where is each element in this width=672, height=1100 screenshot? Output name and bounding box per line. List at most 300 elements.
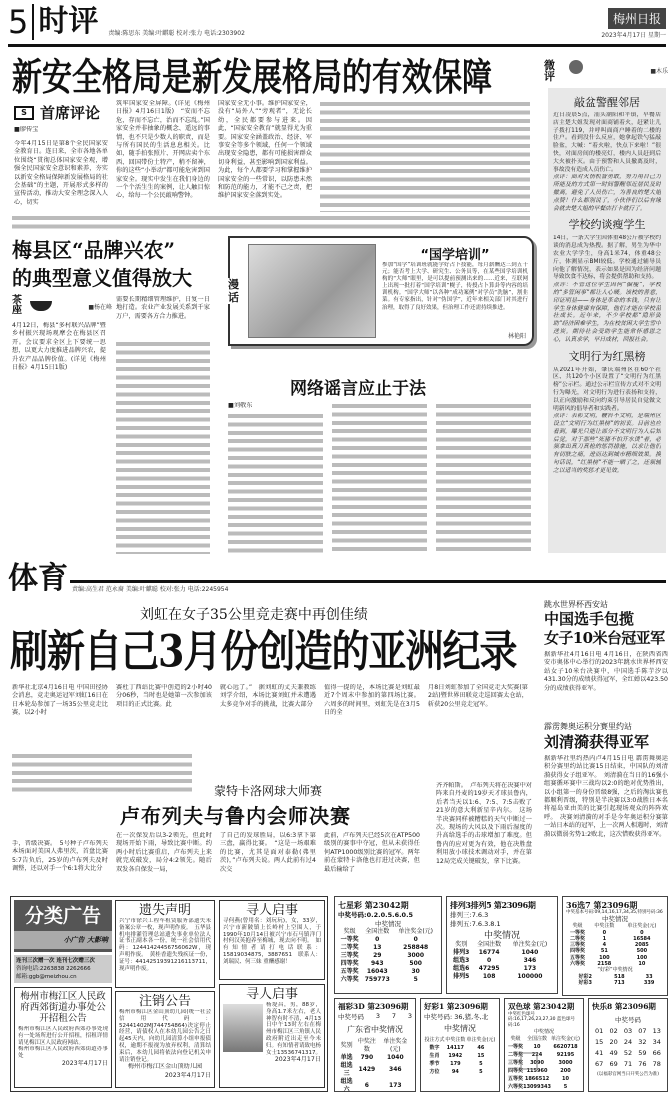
table-cell: 179 — [450, 1061, 461, 1067]
tennis-col: 在一次保发后以3-2领先，但此时现场开始下雨，导致比赛中断。约两小时后比赛重启，卢布列夫上来就完成破发，局分4:2领先。随后双发各自保发一局， — [116, 832, 212, 873]
lottery-title: 好彩1 第23096期 — [424, 1002, 488, 1011]
kl8-number: 59 — [638, 1049, 647, 1057]
ad-missing-person-2 — [219, 984, 325, 1088]
breaking-body: 据新华社里约热内卢4月15日电 霹雳舞奥运积分赛里约站比赛15日结束，中国队的刘清漪获得女子组亚军。 刘清漪在当日的16强小组赛循环赛中三战均以2:0的绝对优势胜出，以小组第一的身份晋级8强，之后的淘汰赛也都顺利晋级，特别是半决赛以3:0战胜日本名将福岛亚由美的比赛引起现场观众的阵阵欢呼。 决赛刘清漪的对手是今年奥运积分赛第一站日本站的冠军，上一次两人相遇时，刘清漪以微弱劣势1:2败北，这次惜败获得亚军。 — [544, 755, 668, 838]
table-header — [450, 941, 554, 949]
weiping-body: 从2021年开始，肇庆端州区在60个社区、共120个小区设置了“文明行为红黑榜”公示栏。通过公示栏宣传方式对不文明行为曝光，对文明行为进行表扬和支持，以正向激励和反向约束引导居民自觉做文明新风的倡导者和实践者。 — [553, 366, 661, 412]
table-cell: 1866512 — [524, 1076, 550, 1083]
breaking-kicker: 霹雳舞奥运积分赛里约站 — [544, 722, 632, 731]
table-row — [424, 1044, 496, 1052]
header-cell: 奖别 — [340, 1042, 353, 1049]
kl8-number: 01 — [595, 1027, 604, 1035]
ad-title: 遗失声明 — [138, 903, 191, 918]
tennis-col: 手，晋级决赛。 5号种子卢布列夫本场面对美国人弗里茨，首盘比赛5:7告负后，25岁的卢布列夫及时调整，还以对手一个6:1将大比分 — [12, 840, 108, 873]
table-cell: 5 — [563, 1084, 568, 1091]
table-cell: 0 — [602, 929, 607, 936]
lottery-numbers: 排列三:7.6.3 — [450, 911, 489, 919]
header-cell: 单注奖金(元) — [551, 1036, 580, 1043]
weiping-body: 近日凌晨5点，汕头潮阳和平镇，早餐店店主楚大姐发现对面商铺着火，赶紧让儿子拨打119，并呼叫面商户睡着的二楼的住户。看到没什么反应，她拿起铁勺猛敲脸盆，大喊：“着火啦，快点下来啦！”很快，对面房间的楼亮灯，楼内人员赶到后大火被扑灭。由于预警和人员撤离及时，事故没有造成人员伤亡。 — [553, 112, 661, 173]
table-cell: 四等奖 — [508, 1068, 524, 1075]
table-cell: 5 — [479, 1061, 483, 1067]
table-cell: 排列5 — [453, 973, 470, 980]
header-cell: 单注奖金(元) — [512, 941, 548, 948]
meixian-col-1: 4月12日，梅县“多村联兴品牌”暨乡村振兴现场观摩会在梅县区召开。会议要求全区上下要统一思想，以更大力度推进品牌兴农，提升农产品品牌价值。(详见《梅州日报》4月15日1版) — [12, 322, 106, 372]
header-cell: 中奖注数 — [594, 923, 615, 930]
issue-date: 2023年4月17日 星期一 — [601, 32, 666, 39]
ad-lost-notice — [115, 900, 215, 988]
lottery-numbers: 中奖基本号码:09,14,16,17,34,35,特别号码:36 — [566, 910, 663, 915]
lead-col-2: 筑牢国家安全屏障。(详见《梅州日报》4月16日1版) “安而不忘危，存而不忘亡，治而不忘乱。”国家安全并非抽象的概念、遥远的事情，也不只是少数人的职责，而是与所有国民的生活息息相关。比如，随手拍张照片、开网店卖个东西、回国带份土特产，稍不留神，你的这些“小举动”都可能危害到国家安全。现实中发生在我们身边的一个个活生生的案例，让人触目惊心，给每一个公民敲响警钟。 — [116, 100, 210, 200]
lead-author: ■廖传宝 — [14, 126, 39, 133]
header-cell: 奖级 — [572, 923, 583, 930]
table-cell: 346 — [389, 1066, 402, 1073]
table-cell: 16043 — [366, 968, 388, 975]
kl8-number: 03 — [623, 1027, 633, 1035]
credits: 责编:陈思东 美编:叶麒聪 校对:张力 电话:2303902 — [108, 30, 245, 37]
table-cell: 10 — [562, 1076, 569, 1083]
kl8-number: 78 — [652, 1060, 661, 1068]
prize-table — [338, 928, 438, 984]
table-row — [508, 1059, 580, 1067]
rumor-col — [436, 402, 531, 554]
table-cell: 三等奖 — [508, 1060, 524, 1067]
digit: 7 — [391, 1012, 396, 1020]
table-cell: 四等奖 — [340, 960, 359, 967]
table-cell: 六等奖 — [508, 1084, 524, 1091]
lottery-pl — [446, 896, 558, 994]
table-cell: 108 — [482, 973, 496, 980]
lottery-title: 36选7 第23096期 — [566, 900, 638, 910]
header-cell: 单注奖金(元) — [466, 1037, 496, 1043]
table-row — [338, 1054, 412, 1062]
table-cell: 346 — [523, 957, 537, 964]
banner-title: 分类广告 — [24, 905, 101, 927]
table-cell: 0 — [487, 957, 492, 964]
table-cell: 33 — [645, 973, 653, 980]
sports-headline: 刷新自己3月份创造的亚洲纪录 — [10, 625, 517, 677]
ad-body: 寻何燕(曾用名：刘玩玩)，女，33岁，兴宁市新陂镇上长岭村上空围人，于1990年10月14日被兴宁市石马镇洋门村何汉英抱养至梅城，现去向不明。 如有知情者请打电话联系：15819034875，3887651 联系人：刘瑞民、何三妹 重酬感谢！ — [223, 918, 321, 965]
column-name: 茶座 — [12, 295, 22, 316]
phone: 咨询电话:2263838 2262666 — [16, 966, 91, 972]
header-cell: 全国注数 — [365, 928, 390, 935]
table-cell: 好彩3 — [578, 979, 592, 986]
table-row — [338, 944, 438, 952]
credits: 责编:高生君 范永裔 美编:叶麒聪 校对:张力 电话:2245954 — [72, 586, 229, 593]
lottery-numbers: 中奖号码:0.2.0.5.6.0.5 — [338, 911, 414, 919]
table-cell: 3000 — [407, 952, 425, 959]
header-cell: 奖级 — [343, 928, 356, 935]
watermark — [520, 1050, 538, 1070]
rumor-col — [228, 412, 323, 554]
table-cell: 1942 — [448, 1053, 463, 1059]
table-cell: 51 — [600, 948, 608, 955]
meixian-headline-line: 梅县区“品牌兴农” — [12, 238, 176, 262]
ad-rental-notice — [14, 987, 112, 1088]
lottery-qxc — [334, 896, 442, 994]
tennis-kicker: 蒙特卡洛网球大师赛 — [214, 784, 323, 798]
meixian-headline — [12, 236, 192, 292]
table-row — [508, 1051, 580, 1059]
classified-section — [10, 896, 328, 1092]
table-cell: 16774 — [478, 949, 500, 956]
header-cell: 单注奖金(元) — [627, 923, 657, 930]
table-cell: 五等奖 — [340, 968, 359, 975]
lottery-numbers: 排列五:7.6.3.8.1 — [450, 920, 501, 928]
newspaper-logo — [608, 8, 666, 29]
table-cell: 生肖 — [429, 1053, 440, 1059]
diving-kicker: 跳水世界杯西安站 — [544, 600, 608, 609]
table-cell: 五等奖 — [569, 954, 585, 961]
lottery-sub: “好彩”中奖情况 — [597, 967, 633, 974]
kl8-number: 66 — [652, 1049, 661, 1057]
breaking-story — [544, 722, 668, 889]
table-cell: 15 — [477, 1053, 485, 1059]
table-cell: 92195 — [556, 1052, 575, 1059]
ad-date: 2023年4月17日 — [164, 1071, 211, 1079]
prize-table — [424, 1036, 496, 1076]
teacup-icon — [30, 301, 52, 311]
table-row — [566, 980, 664, 986]
table-cell: 0 — [375, 936, 380, 943]
lottery-hc1 — [420, 998, 500, 1092]
cartoon-box — [228, 236, 534, 346]
lottery-sub: 中奖情况 — [483, 931, 520, 941]
table-cell: 一等奖 — [340, 936, 359, 943]
kl8-number: 13 — [652, 1027, 661, 1035]
table-cell: 258848 — [403, 944, 429, 951]
kl8-number: 49 — [609, 1049, 618, 1057]
table-cell: 方位 — [429, 1069, 440, 1075]
classified-banner — [14, 900, 112, 952]
watermark-logo-icon — [520, 1052, 538, 1070]
sports-col: 月8日刘虹参加了全国竞走大奖赛(第2站)暨世界田联竞走巡回赛太仓站，斩获20公里竞走冠军。 — [428, 684, 528, 708]
weiping-header — [544, 60, 668, 84]
sports-col: 新华社北京4月16日电 中国田径协会消息，竞走奥运冠军刘虹16日在日本轮岛参加了一场35公里竞走比赛，以2小时 — [12, 684, 108, 717]
weiping-comment: 点评：不管这位学生因何“偏瘦”，学校的“多管闲事”都让人心暖。该校的善意，印证明显——身体是革命的本钱，只有让学生身体健康有保障，他们才能在学校茁壮成长。近年来，不少学校都“隐形资助”经济困难学生，为在校贫困大学生雪中送炭。期待社会受助学生能常怀感恩之心，认真求学，早日成材，回报社会。 — [553, 282, 661, 343]
lottery-note: (以福彩官网当日开奖公告为准) — [596, 1072, 659, 1077]
lottery-sub: 中奖情况 — [533, 1029, 554, 1036]
table-cell: 13099343 — [523, 1084, 551, 1091]
sports-lead-continuation — [12, 752, 192, 792]
table-cell: 4 — [602, 942, 607, 949]
table-cell: 单选 — [340, 1054, 353, 1061]
header-rule — [70, 580, 666, 583]
ad-body: 梅州市梅江区金山顶幼儿园(统一社会信用代码：52441402MJ744754864)决定停止经营，请债权人在本幼儿园公告之日起45天内，向幼儿园清算小组申报债权，逾期不报视为放弃权利，清算结束后，本幼儿园将依法向登记机关申请注销登记。 — [119, 1009, 211, 1063]
table-row — [338, 1062, 412, 1078]
meixian-headline-line: 的典型意义值得放大 — [12, 266, 192, 290]
ad-sign: 梅州市梅江区人民政府西郊街道办事处 — [18, 1046, 108, 1060]
table-cell: 0 — [640, 929, 644, 936]
table-row — [424, 1052, 496, 1060]
section-title: 体育 — [8, 561, 68, 596]
table-row — [450, 949, 554, 957]
table-cell: 713 — [614, 979, 625, 986]
cartoon-body: 参加“国学”培训班就能学好占卜技能，每月薪酬达三到五千元；能否考上大学、研究生、公务员等，在某些国学培训机构的“大师”眼里，是可以提前预测出来的……近来，互联网上出现一批打着“国学培训”幌子，传授占卜算卦等内容的培训机构。“国学大师”以各种“成功案例”对学员“洗脑”，割韭菜。有专家指出，针对“伪国学”，近年来相关部门对其进行治理，取得了良好效果，但治理工作还需持续推进。 — [382, 262, 528, 311]
table-cell: 224 — [531, 1052, 543, 1059]
kl8-number: 41 — [595, 1049, 604, 1057]
lead-col-3: 国家安全无小事。维护国家安全，没有“局外人”“旁观者”，无论长幼，全民都要参与进来。因此，“国家安全教育”就显得尤为重要。国家安全涵盖政治、经济、军事安全等多个领域，任何一个领域出现安全隐患，都有可能损害群众切身利益，甚至影响到国家利益。为此，每个人都要学习和掌握维护国家安全的一些常识，以防患未然和防范的能力，才能不己之责，把维护国家安全落到实处。 — [218, 100, 312, 200]
header-cell: 中奖注数 — [445, 1037, 466, 1043]
weiping-item — [553, 216, 661, 344]
table-cell: 100 — [636, 954, 648, 961]
lottery-numbers: 中奖号码: 36,猪,冬,北 — [424, 1013, 489, 1021]
table-cell: 四等奖 — [569, 948, 585, 955]
prize-table — [566, 974, 664, 987]
tennis-col: 齐齐帕斯。 卢布列夫将在决赛中对阵来自丹麦的19岁天才球员鲁内，后者当天以1:6、7:5、7:5击败了21岁的意大利新星辛内尔。 这场半决赛同样被糟糕的天气中断过一次。现场的大风以及下雨后湿度的升高给选手的击球增加了难度。但鲁内的应对更为有效，他在决胜盘利用放小球技术调动对手，并在第12局完成关键破发，拿下比赛。 — [436, 782, 532, 865]
ad-missing-person-1 — [219, 900, 325, 980]
table-cell: 组选3 — [453, 957, 470, 964]
table-row — [338, 936, 438, 944]
prize-table — [450, 941, 554, 981]
page-header — [8, 4, 245, 40]
weiping-author: ■木乐 — [650, 68, 668, 75]
ad-date: 2023年4月17日 — [61, 1059, 108, 1067]
header-cell: 全国注数 — [477, 941, 502, 948]
table-row — [424, 1068, 496, 1076]
table-cell: 173 — [523, 965, 537, 972]
section-title: 时评 — [38, 4, 99, 39]
diving-headline: 中国选手包揽 — [544, 610, 635, 628]
table-cell: 五等奖 — [508, 1076, 524, 1083]
table-header — [508, 1035, 580, 1043]
lottery-title: 双色球 第23042期 — [508, 1002, 575, 1011]
label: 中奖号码 — [338, 1013, 364, 1021]
table-row — [338, 968, 438, 976]
weiping-title: 文明行为红黑榜 — [568, 349, 646, 363]
column-name: 首席评论 — [40, 104, 101, 122]
kl8-number: 67 — [595, 1060, 604, 1068]
table-row — [508, 1067, 580, 1075]
table-header — [338, 1038, 412, 1054]
ad-title: 梅州市梅江区人民政府西郊街道办事处公开招租公告 — [20, 991, 106, 1024]
ad-title: 寻人启事 — [245, 987, 298, 1002]
table-cell: 94 — [451, 1069, 459, 1075]
table-row — [508, 1043, 580, 1051]
lottery-36x7 — [562, 896, 668, 996]
kl8-number: 02 — [609, 1027, 618, 1035]
logo-text: 梅州日报 — [612, 12, 661, 26]
table-cell: 六等奖 — [340, 976, 359, 983]
rumor-author: ■刘敬东 — [228, 402, 253, 409]
cartoon-title: “国学培训” — [420, 248, 490, 263]
table-row — [450, 957, 554, 965]
weiping-item — [553, 94, 661, 213]
lottery-title: 七星彩 第23042期 — [338, 900, 409, 910]
table-cell: 一等奖 — [508, 1044, 524, 1051]
kl8-number: 07 — [638, 1027, 647, 1035]
table-cell: 5 — [479, 1069, 483, 1075]
meixian-col-2-cont — [116, 340, 210, 554]
table-cell: 三等奖 — [340, 952, 359, 959]
table-cell: 10 — [533, 1044, 541, 1051]
table-row — [450, 973, 554, 981]
weiping-comment: 点评：表彰文明，鞭笞不文明，是端州区设立“文明行为红黑榜”的初衷。目前也应看到，曝光只能让部分不文明行为人后知后觉，对于那些“死猪不怕开水烫”者，必须拿出真刀真枪的惩罚措施，以求让他们有切肤之痛，进而达到城市精细效果。换句话说，“红黑榜”不能一晒了之，还须辅之以适当的奖惩才更见效。 — [553, 413, 661, 474]
cartoon-illustration — [248, 244, 376, 338]
column-tag — [14, 102, 100, 123]
table-cell: 500 — [636, 948, 648, 955]
table-cell: 3090 — [530, 1060, 544, 1067]
table-cell: 一等奖 — [569, 929, 585, 936]
ad-title: 寻人启事 — [245, 903, 298, 918]
table-row — [338, 1078, 412, 1094]
ad-body: 杨堤昌，男，88岁，身高1.7米左右，老人神智有时不清，4月13日中午13时左右在梅州市梅江区三角镇人民政府附近出走至今未归。有知情者请致电杨女士13536741317。 — [266, 1002, 321, 1056]
promo: 连刊三次赠一次 连刊七次赠三次 — [16, 958, 95, 964]
table-row — [338, 976, 438, 984]
table-row — [338, 952, 438, 960]
table-cell: 二等奖 — [569, 935, 585, 942]
sports-col: 值得一提的是，本场比赛是刘虹最近7个周末中参加的第四场比赛。六周多的时间里，刘虹先是在3月5日的全 — [324, 684, 420, 717]
table-cell: 三等奖 — [569, 942, 585, 949]
table-cell: 数字 — [429, 1045, 440, 1051]
table-row — [450, 965, 554, 973]
table-cell: 500 — [409, 960, 422, 967]
table-cell: 1 — [602, 935, 607, 942]
kl8-number: 71 — [623, 1060, 633, 1068]
table-cell: 47295 — [478, 965, 500, 972]
table-cell: 0 — [413, 936, 418, 943]
ad-date: 2023年4月17日 — [274, 1056, 321, 1064]
meixian-col-2: 需要长期精细管理维护，日复一日地打造。农业产业发展关系到千家万户，需要各方合力推进。 — [116, 296, 210, 320]
header-cell: 奖级 — [510, 1036, 521, 1043]
lead-col-4 — [320, 100, 530, 212]
rumor-col — [332, 402, 427, 554]
kl8-number: 69 — [609, 1060, 618, 1068]
lottery-title: 福彩3D 第23096期 — [338, 1002, 409, 1011]
weiping-body: 14日，一条大学生因体重48公斤被学校约谈的消息成为热搜。据了解，男生为华中农业大学学生，身高1米74，体重48公斤，体测显示BMI较低。学校通过辅导员向他了解情况，表示如果是因为经济问题导致饮食不达标，将会提供帮助和支持。 — [553, 235, 661, 281]
digit: 3 — [375, 1012, 380, 1020]
weiping-title: 学校约谈瘦学生 — [568, 218, 646, 232]
table-cell: 13 — [373, 944, 382, 951]
kl8-number: 20 — [609, 1038, 618, 1046]
table-cell: 好彩2 — [578, 973, 592, 980]
header-cell: 全国注数 — [527, 1036, 548, 1043]
tennis-col: 了自己的发球胜局，以6:3拿下第三盘，赢得比赛。 “这是一场艰难的比赛，尤其是面对泰勒(弗里茨)，”卢布列夫说。两人此前有过4次交 — [220, 832, 316, 873]
kl8-number: 24 — [623, 1038, 633, 1046]
table-row — [508, 1083, 580, 1091]
lottery-ssq — [504, 998, 584, 1092]
table-cell: 100 — [599, 954, 610, 961]
kl8-number: 52 — [623, 1049, 633, 1057]
lottery-3d — [334, 998, 416, 1092]
table-cell: 6620718 — [553, 1044, 578, 1051]
lottery-sub: 中奖情况 — [375, 920, 401, 928]
table-cell: 组选6 — [453, 965, 470, 972]
table-cell: 2158 — [597, 960, 612, 967]
diving-headline: 女子10米台冠亚军 — [544, 629, 665, 647]
table-cell: 100000 — [517, 973, 543, 980]
table-cell: 二等奖 — [508, 1052, 524, 1059]
table-cell: 759773 — [364, 976, 390, 983]
ad-body: 兴宁市徐兴工程车租赁服务部遗失未备案公章一枚，现声明作废。 五华县机电排灌管理总站遗失事业单位法人证书正副本各一份，统一社会信用代码：12441424456756062W，现声明作废。 黄桂香遗失残疾证一份，证号：44142519391216113711，现声明作废。 — [119, 918, 211, 972]
weiping-title: 敲盆警醒邻居 — [574, 96, 640, 109]
kl8-numbers — [592, 1027, 664, 1068]
header-cell: 单注奖金(元) — [383, 1038, 408, 1053]
header-rule — [8, 44, 666, 47]
table-cell: 518 — [614, 973, 625, 980]
table-cell: 组选三 — [340, 1062, 353, 1077]
ad-cancellation — [115, 991, 215, 1088]
diving-story — [544, 600, 668, 718]
table-cell: 339 — [643, 979, 655, 986]
kl8-number: 34 — [652, 1038, 661, 1046]
table-row — [338, 960, 438, 968]
laptop-icon: S — [14, 106, 34, 120]
kl8-number: 32 — [638, 1038, 647, 1046]
header-cell: 单注奖金(元) — [398, 928, 434, 935]
table-cell: 46 — [477, 1045, 485, 1051]
ad-title: 注销公告 — [138, 994, 191, 1009]
ad-body: 梅州市梅江区人民政府西郊办事处现有一处场所进行公开招租，招租详情请见梅江区人民政府网站。 — [18, 1026, 108, 1046]
kl8-number: 76 — [638, 1060, 647, 1068]
tennis-col: 此前，卢布列夫已经5次在ATP500级别的赛事中夺冠，但从未获得任何ATP1000级别比赛的冠军。两年前在蒙特卡洛他也打进过决赛，但最后输给了 — [324, 832, 420, 873]
weiping-label: 微评 — [544, 59, 555, 83]
table-cell: 10 — [638, 960, 646, 967]
table-cell: 季节 — [429, 1061, 440, 1067]
ad-sign: 梅州市梅江区金山顶幼儿园 — [127, 1063, 203, 1071]
sports-col: 就心远了。” 据刘虹的丈夫兼教练刘学介绍，本场比赛刘虹并未遭遇太多竞争对手的挑战，比赛大部分 — [220, 684, 316, 708]
cartoon-author: 林艳阳 — [507, 333, 526, 340]
table-cell: 六等奖 — [569, 960, 585, 967]
classified-contact — [14, 955, 112, 983]
lottery-title: 快乐8 第23096期 — [592, 1002, 656, 1011]
table-cell: 排列3 — [453, 949, 470, 956]
table-header — [424, 1036, 496, 1044]
lottery-numbers: 中奖红色球号码:16,17,26,23,27,30 蓝色球号码:16 — [508, 1012, 575, 1028]
kl8-number: 15 — [595, 1038, 604, 1046]
table-cell: 组选六 — [340, 1078, 353, 1093]
email: 邮箱:ggb@meizhou.cn — [16, 974, 77, 980]
sports-col: 赛杜丁西站比赛中创造的2小时40分06秒，当时也是她第一次参加该项目的正式比赛。此 — [116, 684, 212, 708]
lead-headline: 新安全格局是新发展格局的有效保障 — [12, 56, 492, 100]
sports-header — [8, 562, 666, 596]
table-header — [338, 928, 438, 936]
table-cell: 790 — [360, 1054, 374, 1061]
table-cell: 1040 — [521, 949, 539, 956]
table-cell: 115960 — [526, 1068, 548, 1075]
rumor-headline: 网络谣言应止于法 — [290, 379, 426, 399]
chazuo-tag — [12, 296, 112, 316]
prize-table — [566, 923, 664, 967]
sports-kicker: 刘虹在女子35公里竞走赛中再创佳绩 — [140, 607, 368, 623]
meixian-author: ■杨在峰 — [88, 303, 112, 311]
table-cell: 173 — [389, 1082, 402, 1089]
weiping-item — [553, 348, 661, 476]
lottery-sub: 中奖号码 — [615, 1016, 641, 1024]
table-cell: 3000 — [558, 1060, 573, 1067]
magnifier-icon — [569, 60, 583, 74]
digit: 3 — [407, 1012, 412, 1020]
lottery-sub: 中奖情况 — [444, 1024, 476, 1033]
table-row — [508, 1075, 580, 1083]
lottery-kl8 — [588, 998, 668, 1092]
prize-table — [338, 1038, 412, 1094]
lottery-numbers — [338, 1012, 412, 1021]
table-cell: 二等奖 — [340, 944, 359, 951]
table-cell: 1040 — [386, 1054, 404, 1061]
lottery-title: 排列3排列5 第23096期 — [450, 900, 536, 910]
page-number: 5 — [8, 4, 34, 40]
header-cell: 奖别 — [455, 941, 468, 948]
cartoon-label: 漫话 — [228, 278, 239, 304]
table-cell: 1429 — [358, 1066, 376, 1073]
prize-table — [508, 1035, 580, 1091]
table-row — [424, 1060, 496, 1068]
lottery-sub: 广东省中奖情况 — [347, 1025, 403, 1034]
table-cell: 5 — [413, 976, 418, 983]
banner-slogan: 小广告 大影响 — [14, 931, 112, 949]
lead-continuation — [12, 214, 530, 230]
table-cell: 6 — [364, 1082, 369, 1089]
